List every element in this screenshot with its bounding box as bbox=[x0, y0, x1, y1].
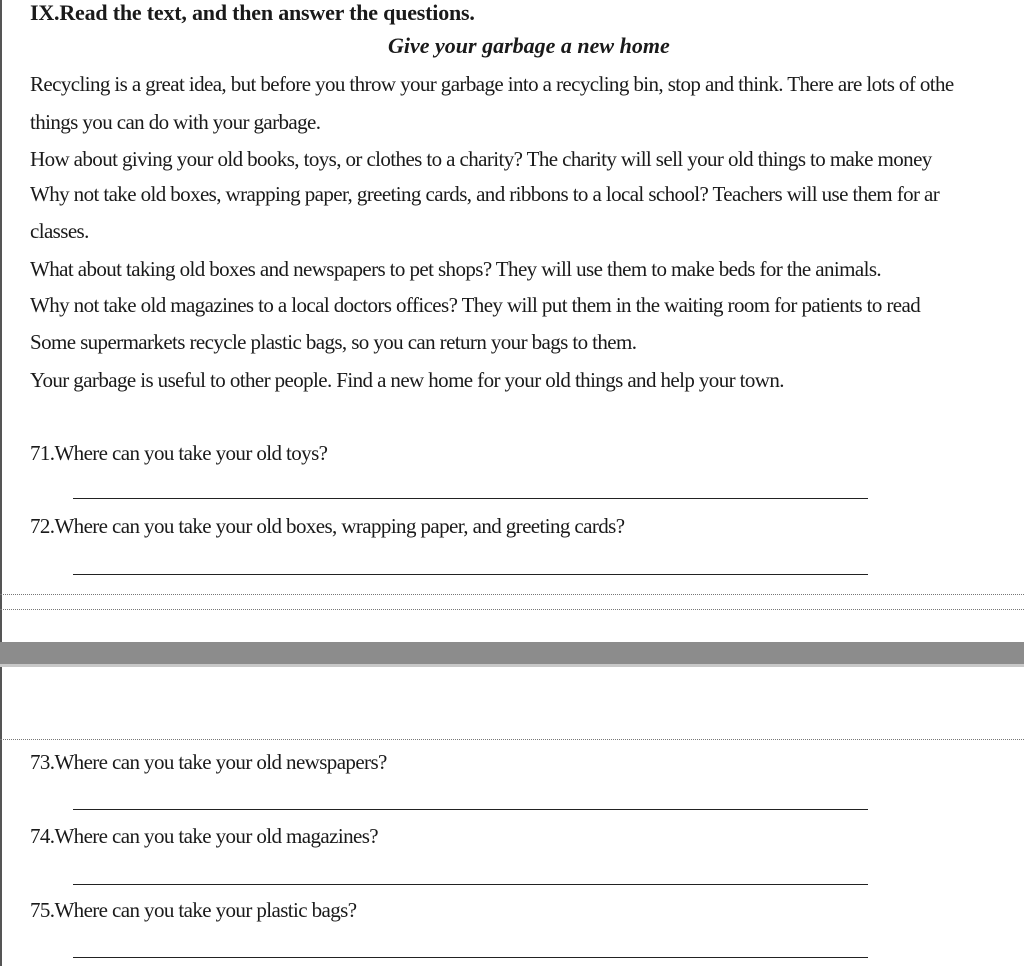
passage-line: classes. bbox=[30, 219, 89, 243]
article-title: Give your garbage a new home bbox=[388, 33, 670, 58]
question-71: 71.Where can you take your old toys? bbox=[30, 441, 328, 465]
passage-line: Your garbage is useful to other people. Find a new home for your old things and help your town. bbox=[30, 368, 784, 392]
page-break-bar bbox=[0, 642, 1024, 664]
answer-line-74[interactable] bbox=[73, 884, 868, 885]
section-heading: IX.Read the text, and then answer the questions. bbox=[30, 0, 475, 25]
question-73: 73.Where can you take your old newspapers? bbox=[30, 750, 387, 774]
page-break-dotted-line bbox=[0, 609, 1024, 610]
answer-line-75[interactable] bbox=[73, 957, 868, 958]
passage-line: Why not take old magazines to a local doctors offices? They will put them in the waiting room for patients to read bbox=[30, 293, 921, 317]
page-break-dotted-line bbox=[0, 594, 1024, 595]
answer-line-72[interactable] bbox=[73, 574, 868, 575]
page-left-border bbox=[0, 0, 2, 966]
passage-line: How about giving your old books, toys, or clothes to a charity? The charity will sell your old things to make money bbox=[30, 147, 932, 171]
question-74: 74.Where can you take your old magazines? bbox=[30, 824, 378, 848]
passage-line: What about taking old boxes and newspapers to pet shops? They will use them to make beds for the animals. bbox=[30, 257, 882, 281]
passage-line: Why not take old boxes, wrapping paper, greeting cards, and ribbons to a local school? Teachers will use them for ar bbox=[30, 182, 940, 206]
passage-line: Some supermarkets recycle plastic bags, so you can return your bags to them. bbox=[30, 330, 637, 354]
answer-line-73[interactable] bbox=[73, 809, 868, 810]
question-72: 72.Where can you take your old boxes, wrapping paper, and greeting cards? bbox=[30, 514, 625, 538]
question-75: 75.Where can you take your plastic bags? bbox=[30, 898, 357, 922]
passage-line: things you can do with your garbage. bbox=[30, 110, 321, 134]
passage-line: Recycling is a great idea, but before you throw your garbage into a recycling bin, stop and think. There are lots of othe bbox=[30, 72, 954, 96]
answer-line-71[interactable] bbox=[73, 498, 868, 499]
page-break-dotted-line bbox=[0, 739, 1024, 740]
page-break-shadow bbox=[0, 664, 1024, 667]
